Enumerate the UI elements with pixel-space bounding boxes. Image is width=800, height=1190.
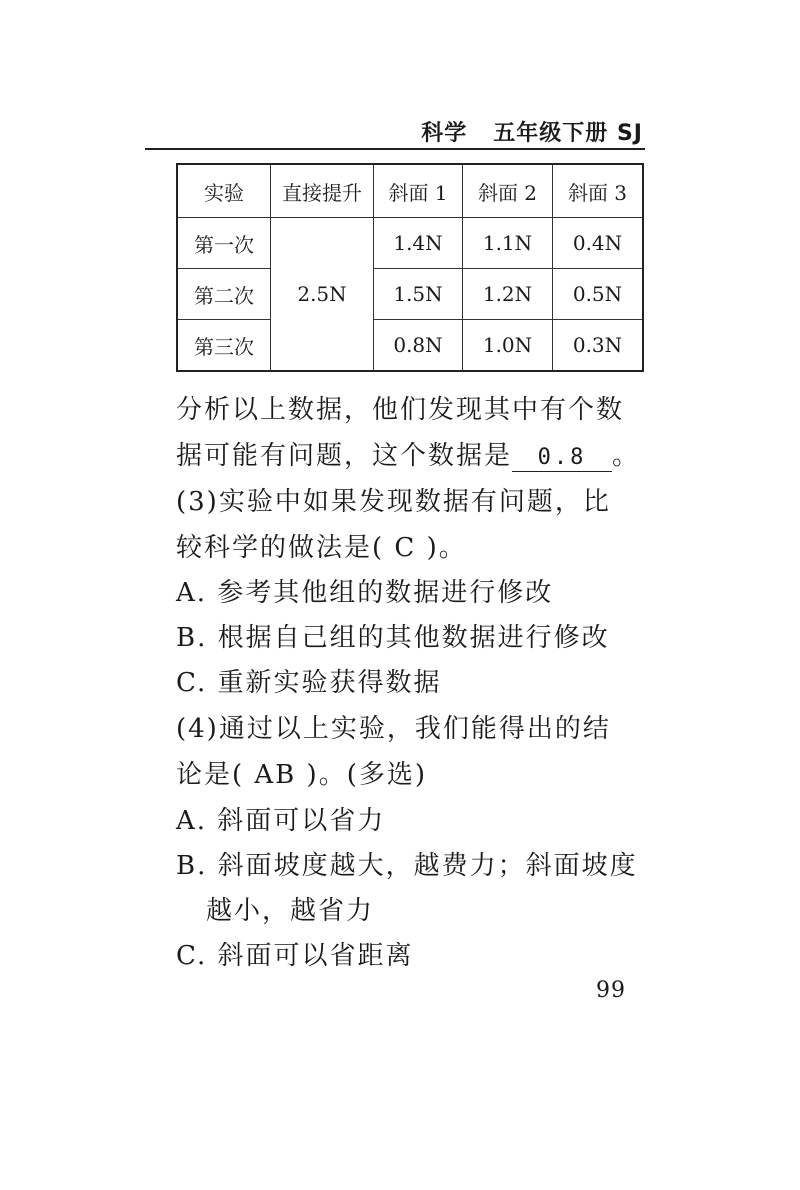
q4-option-b-line-1: B. 斜面坡度越大，越费力；斜面坡度: [176, 851, 638, 881]
table-row: [177, 218, 643, 269]
header-grade: 五年级下册 SJ: [493, 121, 643, 146]
q3-option-c: C. 重新实验获得数据: [176, 668, 442, 698]
analysis-line-2: [176, 435, 640, 472]
direct-lift-value: 2.5N: [271, 218, 374, 372]
header-cell-slope-2: 斜面 2: [463, 164, 553, 218]
analysis-suffix: 。: [612, 441, 641, 471]
header-title: [421, 116, 643, 147]
header-cell-slope-1: 斜面 1: [374, 164, 463, 218]
table-cell: 0.8N: [374, 320, 463, 372]
experiment-table: [176, 163, 644, 372]
q4-option-a: A. 斜面可以省力: [176, 806, 386, 836]
header-cell-direct-lift: 直接提升: [271, 164, 374, 218]
q3-line-1: (3)实验中如果发现数据有问题，比: [176, 487, 611, 517]
table-cell: 1.1N: [463, 218, 553, 269]
table-header-row: [177, 164, 643, 218]
page-number: 99: [596, 978, 626, 1003]
analysis-prefix: 据可能有问题，这个数据是: [176, 441, 513, 471]
table-cell: 1.5N: [374, 269, 463, 320]
q3-option-b: B. 根据自己组的其他数据进行修改: [176, 623, 610, 653]
analysis-line-1: 分析以上数据，他们发现其中有个数: [176, 395, 625, 425]
table-row: [177, 320, 643, 372]
q4-option-c: C. 斜面可以省距离: [176, 941, 414, 971]
answer-blank: 0.8: [512, 445, 612, 472]
table-cell: 1.4N: [374, 218, 463, 269]
page-header: [145, 116, 645, 150]
table-cell: 0.4N: [553, 218, 644, 269]
q4-line-2: 论是( AB )。(多选): [176, 760, 427, 790]
q3-option-a: A. 参考其他组的数据进行修改: [176, 578, 554, 608]
q4-line-1: (4)通过以上实验，我们能得出的结: [176, 714, 611, 744]
row-label: 第二次: [177, 269, 271, 320]
q3-line-2: 较科学的做法是( C )。: [176, 533, 467, 563]
table-cell: 0.3N: [553, 320, 644, 372]
header-subject: 科学: [421, 121, 468, 146]
table-row: [177, 269, 643, 320]
table-cell: 0.5N: [553, 269, 644, 320]
header-cell-slope-3: 斜面 3: [553, 164, 644, 218]
row-label: 第三次: [177, 320, 271, 372]
header-cell-experiment: 实验: [177, 164, 271, 218]
table-cell: 1.2N: [463, 269, 553, 320]
row-label: 第一次: [177, 218, 271, 269]
table-cell: 1.0N: [463, 320, 553, 372]
q4-option-b-line-2: 越小，越省力: [206, 896, 375, 926]
